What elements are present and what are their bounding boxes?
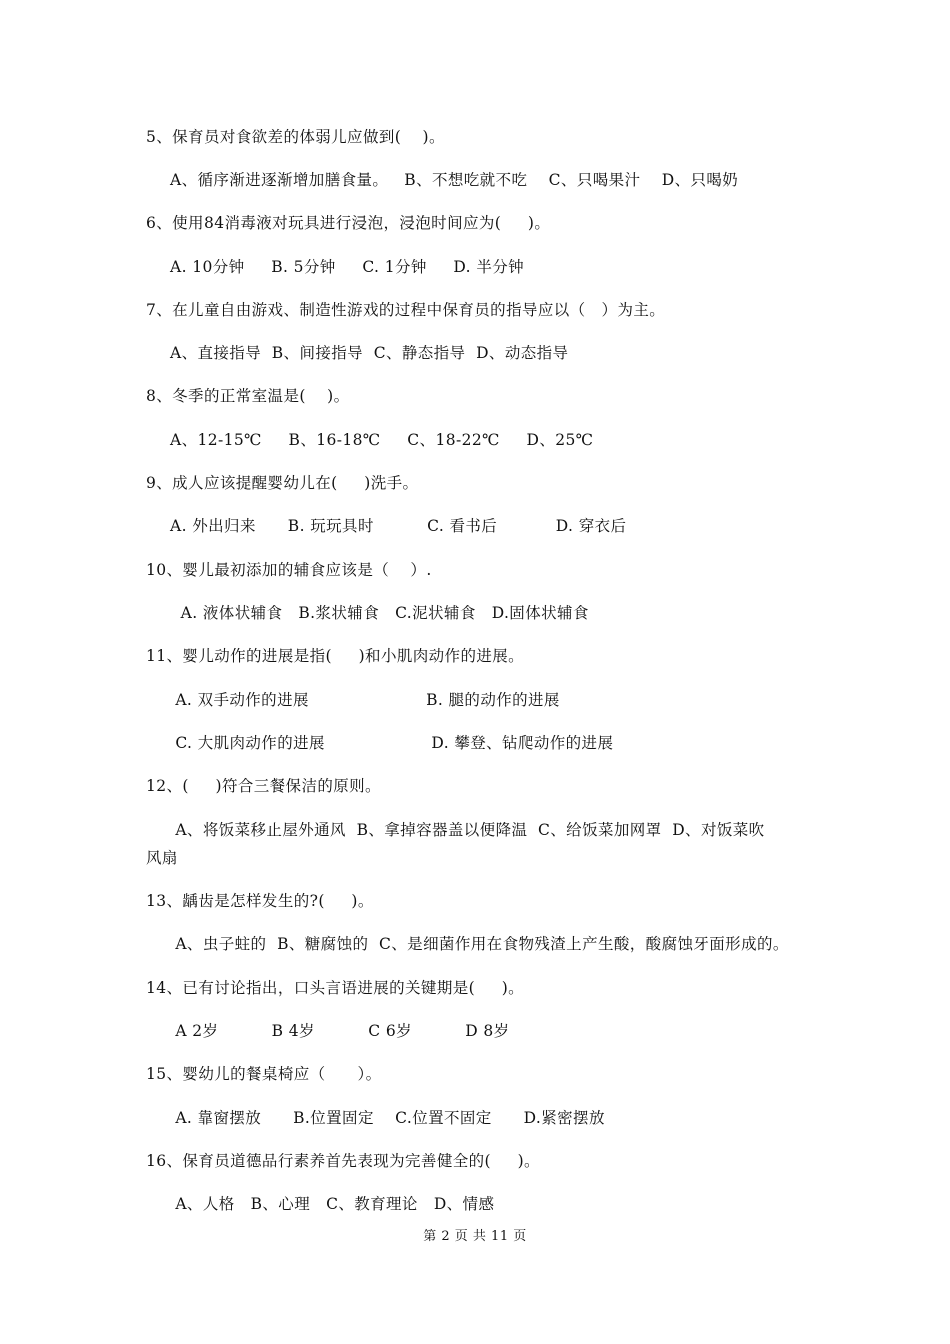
- question-5: 5、保育员对食欲差的体弱儿应做到( )。: [146, 128, 445, 146]
- question-15-options: A. 靠窗摆放 B.位置固定 C.位置不固定 D.紧密摆放: [170, 1109, 605, 1127]
- question-11-options-row-1: A. 双手动作的进展 B. 腿的动作的进展: [170, 691, 560, 709]
- question-13-options: A、虫子蛀的 B、糖腐蚀的 C、是细菌作用在食物残渣上产生酸，酸腐蚀牙面形成的。: [170, 935, 789, 953]
- question-11: 11、婴儿动作的进展是指( )和小肌肉动作的进展。: [146, 647, 525, 665]
- page-number-footer: 第 2 页 共 11 页: [423, 1229, 527, 1244]
- question-9: 9、成人应该提醒婴幼儿在( )洗手。: [146, 474, 419, 492]
- question-12: 12、( )符合三餐保洁的原则。: [146, 777, 381, 795]
- question-6-options: A. 10分钟 B. 5分钟 C. 1分钟 D. 半分钟: [170, 258, 525, 276]
- question-14-options: A 2岁 B 4岁 C 6岁 D 8岁: [170, 1022, 510, 1040]
- question-11-options-row-2: C. 大肌肉动作的进展 D. 攀登、钻爬动作的进展: [170, 734, 614, 752]
- question-6: 6、使用84消毒液对玩具进行浸泡，浸泡时间应为( )。: [146, 214, 551, 232]
- question-10: 10、婴儿最初添加的辅食应该是（ ）.: [146, 561, 432, 579]
- question-16-options: A、人格 B、心理 C、教育理论 D、情感: [170, 1195, 495, 1213]
- question-7: 7、在儿童自由游戏、制造性游戏的过程中保育员的指导应以（ ）为主。: [146, 301, 666, 319]
- question-8-options: A、12-15℃ B、16-18℃ C、18-22℃ D、25℃: [170, 431, 594, 449]
- question-13: 13、龋齿是怎样发生的?( )。: [146, 892, 374, 910]
- question-15: 15、婴幼儿的餐桌椅应（ ）。: [146, 1065, 382, 1083]
- question-12-options: A、将饭菜移止屋外通风 B、拿掉容器盖以便降温 C、给饭菜加网罩 D、对饭菜吹: [170, 821, 765, 839]
- question-10-options: A. 液体状辅食 B.浆状辅食 C.泥状辅食 D.固体状辅食: [170, 604, 589, 622]
- question-14: 14、已有讨论指出，口头言语进展的关键期是( )。: [146, 979, 525, 997]
- question-5-options: A、循序渐进逐渐增加膳食量。 B、不想吃就不吃 C、只喝果汁 D、只喝奶: [170, 171, 739, 189]
- question-12-options-wrap: 风扇: [146, 849, 178, 867]
- question-9-options: A. 外出归来 B. 玩玩具时 C. 看书后 D. 穿衣后: [170, 517, 627, 535]
- question-8: 8、冬季的正常室温是( )。: [146, 387, 350, 405]
- question-16: 16、保育员道德品行素养首先表现为完善健全的( )。: [146, 1152, 540, 1170]
- question-7-options: A、直接指导 B、间接指导 C、静态指导 D、动态指导: [170, 344, 569, 362]
